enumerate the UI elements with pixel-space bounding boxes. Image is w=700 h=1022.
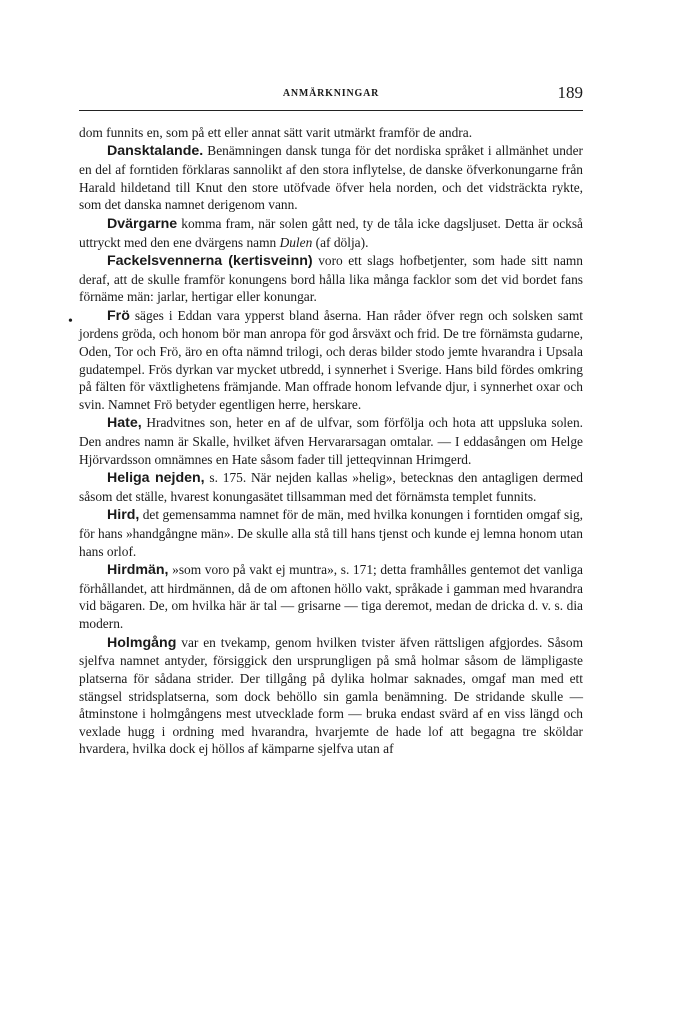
entry-heliga-nejden — [79, 469, 583, 505]
entry-hirdman — [79, 561, 583, 633]
entry-italic-name: Dulen — [279, 234, 313, 250]
entry-term: Hirdmän, — [107, 562, 169, 579]
entry-text-tail: (af dölja). — [312, 234, 369, 250]
entry-hird — [79, 506, 583, 560]
margin-dot: • — [68, 314, 73, 329]
entry-hate — [79, 414, 583, 468]
entry-dansktalande — [79, 142, 583, 214]
continuation-paragraph: dom funnits en, som på ett eller annat sätt varit utmärkt framför de andra. — [79, 125, 473, 140]
entry-text: komma fram, när solen gått ned, ty de tåla icke dagsljuset. Detta är också uttryckt med den ene dvärgens namn — [79, 215, 583, 250]
entry-term: Holmgång — [107, 634, 177, 651]
entry-term: Heliga nejden, — [107, 470, 205, 487]
page-body — [79, 124, 583, 758]
entry-text: Benämningen dansk tunga för det nordiska språket i allmänhet under en del af forntiden förklaras sannolikt af den stora inflytelse, de danske öfverkonungarne från Harald hildetand till Knut den store utöfvade öfver hela norden, och det vidsträckta rykte, som det danska namnet derigenom vann. — [79, 143, 583, 213]
page-number: 189 — [557, 83, 583, 102]
entry-fackelsvennerna — [79, 252, 583, 306]
entry-term: Frö — [107, 307, 130, 324]
entry-text: voro ett slags hofbetjenter, som hade sitt namn deraf, att de skulle framför konungens bord hålla lika många facklor som det vid bordet fans förnäme män: jarlar, hertigar eller konungar. — [79, 252, 583, 305]
entry-text: var en tvekamp, genom hvilken tvister äfven rättsligen afgjordes. Såsom sjelfva namnet antyder, försiggick den ursprungligen på små holmar såsom de lämpligaste platserna för sådana strider. Der tillgång på dylika holmar saknades, omgaf man med ett stängsel stridsplatserna, som dock behöllo sin gamla benämning. De stridande skulle — åtminstone i holmgångens mest utvecklade form — bruka endast svärd af en viss längd och vexlade hugg i ordning med hvarandra, hvarjemte de hade lof att begagna tre sköldar hvardera, hvilka dock ej höllos af kämparne sjelfva utan af — [79, 634, 583, 757]
entry-text: det gemensamma namnet för de män, med hvilka konungen i forntiden omgaf sig, för hans »handgångne män». De skulle alla stå till hans tjenst och kunde ej lemna honom utan hans orlof. — [79, 507, 583, 559]
entry-text: säges i Eddan vara ypperst bland åserna. Han råder öfver regn och solsken samt jordens gröda, och honom bör man anropa för god årsväxt och frid. De tre förnämsta gudarne, Oden, Tor och Frö, äro en ofta nämnd trilogi, och deras bilder stodo jemte hvarandra i Upsala gudatempel. Frös dyrkan var mycket utbredd, i synnerhet i Sverige. Hans bild fördes omkring på fälten för växtlighetens främjande. Man offrade honom lefvande djur, i synnerhet oxar och svin. Namnet Frö betyder egentligen herre, herskare. — [79, 307, 583, 413]
entry-term: Hate, — [107, 415, 142, 432]
entry-text: Hradvitnes son, heter en af de ulfvar, som förfölja och hota att uppsluka solen. Den andres namn är Skalle, hvilket äfven Hervararsagan omtalar. — I eddasången om Helge Hjörvardsson omnämnes en Hate såsom fader till jetteqvinnan Hrimgerd. — [79, 415, 583, 467]
entry-text: »som voro på vakt ej muntra», s. 171; detta framhålles gentemot det vanliga förhållandet, att hirdmännen, då de om aftonen höllo vakt, språkade i gamman med hvarandra vid bägaren. De, om hvilka här är tal — grisarne — tiga deremot, medan de dricka d. v. s. dia modern. — [79, 562, 583, 632]
entry-term: Dansktalande. — [107, 143, 204, 160]
entry-text: s. 175. När nejden kallas »helig», betecknas den antagligen dermed såsom det ställe, hvarest konungasätet tillsamman med det förnämsta templet funnits. — [79, 470, 583, 504]
entry-fro — [79, 307, 583, 414]
entry-dvargarne — [79, 215, 583, 251]
entry-term: Hird, — [107, 507, 140, 524]
running-title: ANMÄRKNINGAR — [282, 88, 380, 99]
entry-holmgang — [79, 634, 583, 759]
entry-term: Dvärgarne — [107, 215, 178, 232]
page-header — [79, 80, 583, 111]
entry-term: Fackelsvennerna (kertisveinn) — [107, 252, 313, 269]
